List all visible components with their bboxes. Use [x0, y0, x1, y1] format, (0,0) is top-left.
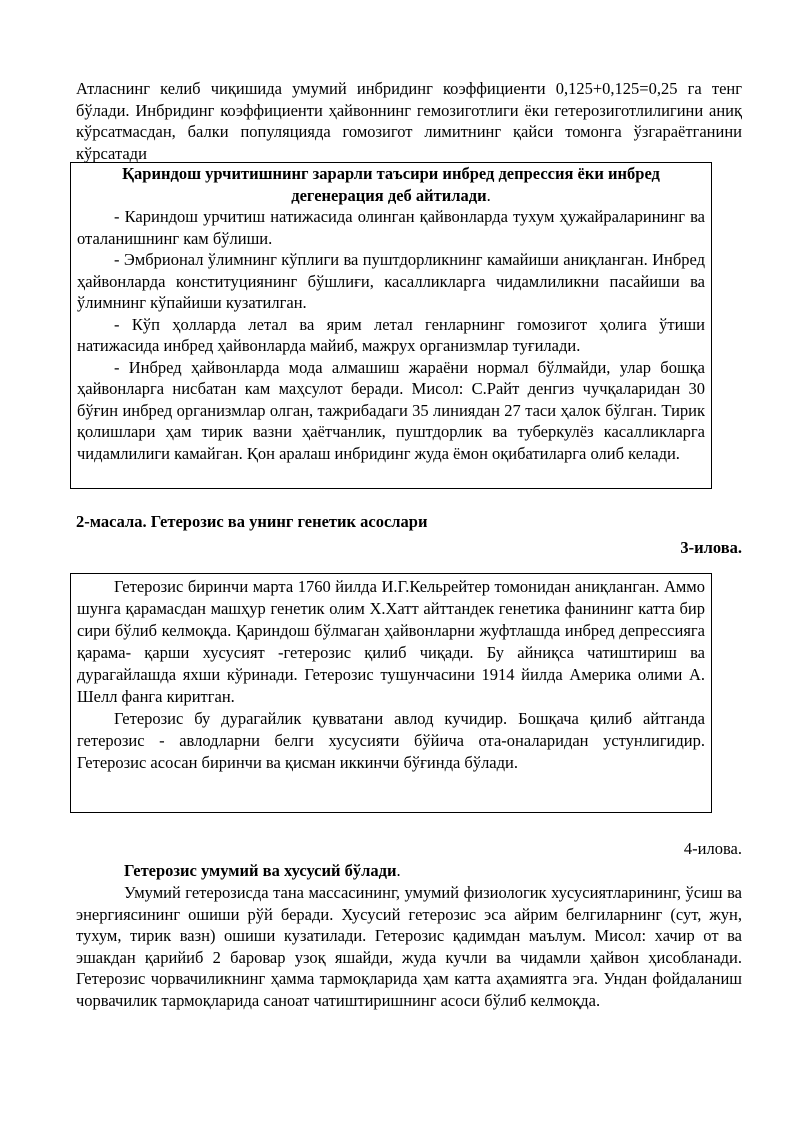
box1-item-1: - Кариндош урчитиш натижасида олинган қайвонларда тухум ҳужайраларининг ва оталанишнинг кам бўлиши. [77, 207, 705, 248]
final-heading [124, 860, 742, 882]
heterosis-box [70, 573, 712, 813]
intro-paragraph: Атласнинг келиб чиқишида умумий инбридинг коэффициенти 0,125+0,125=0,25 га тенг бўлади. Инбридинг коэффициенти ҳайвоннинг гемозиготлиги ёки гетерозиготлилигини аниқ кўрсатмасдан, балки популяцияда гомозигот лимитнинг қайси томонга ўзгараётганини кўрсатади [76, 79, 742, 163]
final-paragraph: Умумий гетерозисда тана массасининг, умумий физиологик хусусиятларининг, ўсиш ва энергиясининг ошиши рўй беради. Хусусий гетерозис эса айрим белгиларнинг (сут, жун, тухум, тирик вазн) ошиши кузатилади. Гетерозис қадимдан маълум. Мисол: хачир от ва эшакдан қарийиб 2 баровар узоқ яшайди, жуда кучли ва чидамли ҳайвон ҳисобланади. Гетерозис чорвачиликнинг ҳамма тармоқларида ҳам катта аҳамиятга эга. Ундан фойдаланиш чорвачилик тармоқларида саноат чатиштиришнинг асоси бўлиб келмоқда. [76, 883, 742, 1010]
section-heading: 2-масала. Гетерозис ва унинг генетик асослари [76, 512, 428, 531]
appendix-4-label: 4-илова. [683, 839, 742, 858]
appendix-3-label: 3-илова. [680, 538, 742, 557]
box1-item-4: - Инбред ҳайвонларда мода алмашиш жараёни нормал бўлмайди, улар бошқа ҳайвонларга нисбатан кам маҳсулот беради. Мисол: С.Райт денгиз чучқаларидан 30 бўғин инбред организмлар олган, тажрибадаги 35 линиядан 27 таси ҳалок бўлган. Тирик қолишлари ҳам тирик вазни ҳаётчанлик, пуштдорлик ва туберкулёз касалликларга чидамлилиги камайган. Қон аралаш инбридинг жуда ёмон оқибатиларга олиб келади. [77, 357, 705, 463]
final-heading-bold: Гетерозис умумий ва хусусий бўлади [124, 861, 397, 880]
box1-title-bold: Қариндош урчитишнинг зарарли таъсири инбред депрессия ёки инбред дегенерация деб айтилади [122, 164, 660, 205]
final-heading-end: . [396, 861, 401, 880]
box1-item-2: - Эмбрионал ўлимнинг кўплиги ва пуштдорликнинг камайиши аниқланган. Инбред ҳайвонларда конституциянинг бўшлиғи, касалликларга чидамлиликни пасайиши ва ўлимнинг кўпайиши кузатилган. [77, 250, 705, 312]
box1-title [77, 163, 705, 206]
inbreeding-depression-box [70, 162, 712, 489]
box2-paragraph-1: Гетерозис биринчи марта 1760 йилда И.Г.Кельрейтер томонидан аниқланган. Аммо шунга қарамасдан машҳур генетик олим Х.Хатт айттандек генетика фанининг катта бир сири бўлиб келмоқда. Қариндош бўлмаган ҳайвонларни жуфтлашда инбред депрессияга қарама- қарши хусусият -гетерозис қилиб чиқади. Бу айниқса чатиштириш ва дурагайлашда яхши кўринади. Гетерозис тушунчасини 1914 йилда Америка олими А. Шелл фанга киритган. [77, 577, 705, 706]
box1-title-end: . [486, 185, 491, 205]
box2-paragraph-2: Гетерозис бу дурагайлик қувватани авлод кучидир. Бошқача қилиб айтганда гетерозис - авлодларни белги хусусияти бўйича ота-оналаридан устунлигидир. Гетерозис асосан биринчи ва қисман иккинчи бўғинда бўлади. [77, 709, 705, 772]
box1-item-3: - Кўп ҳолларда летал ва ярим летал генларнинг гомозигот ҳолига ўтиши натижасида инбред ҳайвонларда майиб, мажрух организмлар туғилади. [77, 314, 705, 355]
